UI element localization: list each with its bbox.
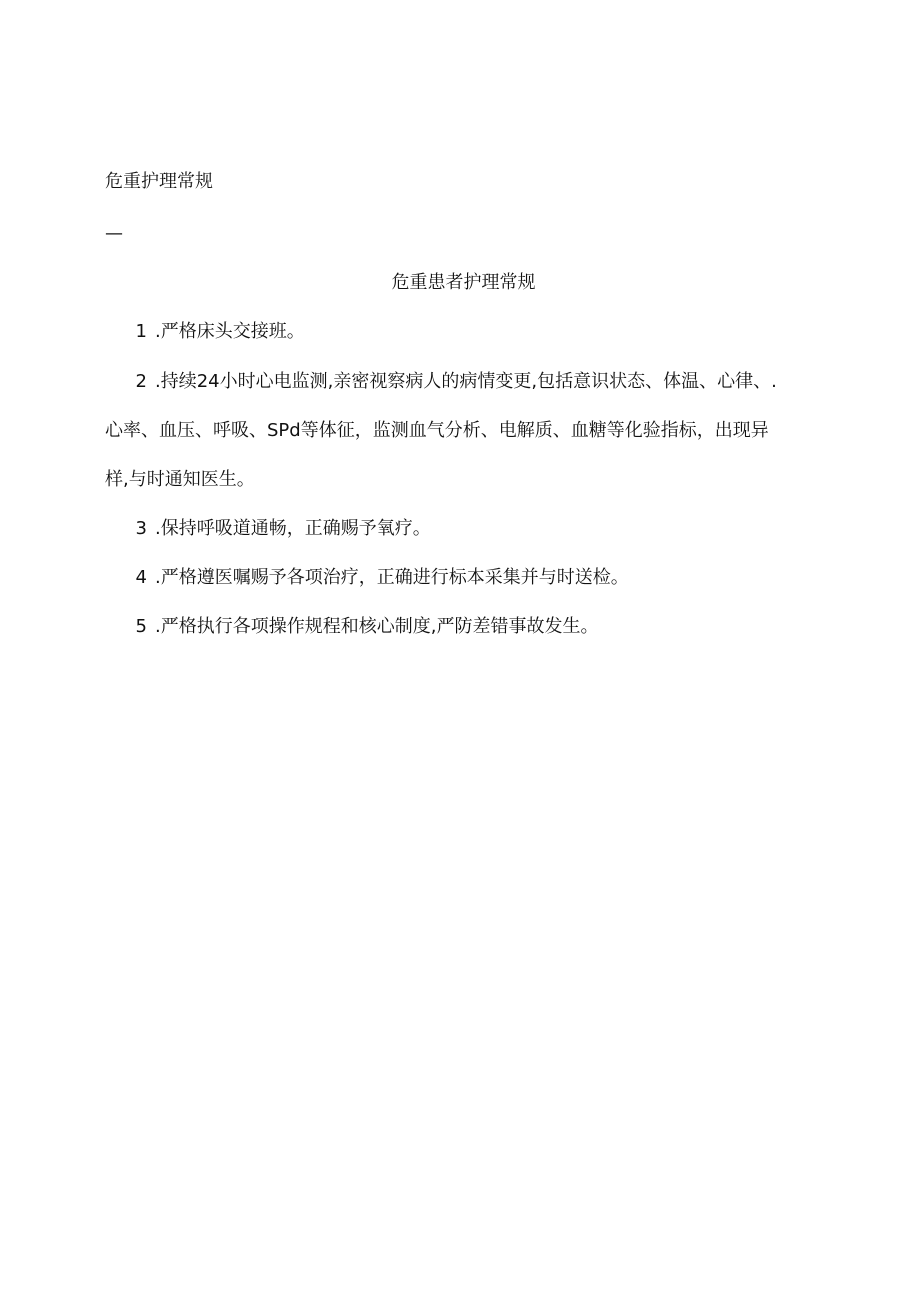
item-text: .持续24小时心电监测,亲密视察病人的病情变更,包括意识状态、体温、心律、. <box>155 371 777 392</box>
document-title-text: 危重患者护理常规 <box>391 272 536 293</box>
item-continuation-line: 心率、血压、呼吸、SPd等体征，监测血气分析、电解质、血糖等化验指标，出现异 <box>105 420 769 441</box>
document-heading: 危重护理常规 <box>105 171 213 192</box>
item-continuation-line: 样,与时通知医生。 <box>105 469 255 490</box>
item-text: .严格执行各项操作规程和核心制度,严防差错事故发生。 <box>155 616 599 637</box>
list-item <box>105 566 629 590</box>
item-text: .严格遵医嘱赐予各项治疗，正确进行标本采集并与时送检。 <box>155 567 629 588</box>
item-text: .严格床头交接班。 <box>155 321 305 342</box>
item-number: 3 <box>135 518 147 539</box>
document-title <box>0 271 920 295</box>
list-item <box>105 615 598 639</box>
item-number: 4 <box>135 567 147 588</box>
item-text: .保持呼吸道通畅，正确赐予氧疗。 <box>155 518 431 539</box>
item-number: 5 <box>135 616 147 637</box>
list-item <box>105 320 305 344</box>
item-number: 2 <box>135 371 147 392</box>
section-mark: — <box>105 223 123 244</box>
item-number: 1 <box>135 321 147 342</box>
list-item <box>105 517 431 541</box>
list-item <box>105 370 777 394</box>
